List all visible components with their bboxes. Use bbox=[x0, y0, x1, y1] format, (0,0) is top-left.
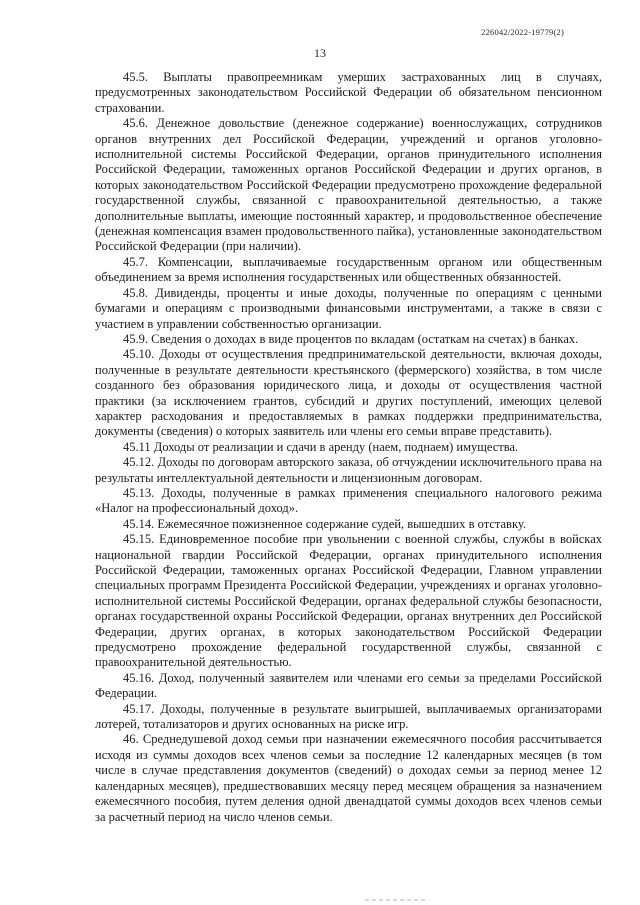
document-registration-number: 226042/2022-19779(2) bbox=[481, 27, 564, 37]
paragraph-45-16: 45.16. Доход, полученный заявителем или членами его семьи за пределами Российской Федерации. bbox=[95, 670, 602, 701]
paragraph-45-6: 45.6. Денежное довольствие (денежное содержание) военнослужащих, сотрудников органов внутренних дел Российской Федерации, учреждений и органов уголовно-исполнительной системы Российской Федерации, органов принудительного исполнения Российской Федерации, таможенных органов Российской Федерации и других органов, в которых законодательством Российской Федерации предусмотрено прохождение федеральной государственной службы, связанной с правоохранительной деятельностью, а также дополнительные выплаты, имеющие постоянный характер, и продовольственное обеспечение (денежная компенсация взамен продовольственного пайка), установленные законодательством Российской Федерации (при наличии). bbox=[95, 116, 602, 254]
paragraph-45-11: 45.11 Доходы от реализации и сдачи в аренду (наем, поднаем) имущества. bbox=[123, 439, 519, 454]
paragraph-45-5: 45.5. Выплаты правопреемникам умерших застрахованных лиц в случаях, предусмотренных законодательством Российской Федерации об обязательном пенсионном страховании. bbox=[95, 70, 602, 115]
paragraph-45-17: 45.17. Доходы, полученные в результате выигрышей, выплачиваемых организаторами лотерей, тотализаторов и других основанных на риске игр. bbox=[95, 701, 602, 732]
page-number: 13 bbox=[314, 46, 326, 60]
paragraph-46: 46. Среднедушевой доход семьи при назначении ежемесячного пособия рассчитывается исходя из суммы доходов всех членов семьи за последние 12 календарных месяцев (в том числе в случае представления документов (сведений) о доходах семьи за период менее 12 календарных месяцев), предшествовавших месяцу перед месяцем обращения за назначением ежемесячного пособия, путем деления одной двенадцатой суммы доходов всех членов семьи за расчетный период на число членов семьи. bbox=[95, 732, 602, 824]
document-body bbox=[95, 70, 602, 825]
paragraph-45-7: 45.7. Компенсации, выплачиваемые государственным органом или общественным объединением за время исполнения государственных или общественных обязанностей. bbox=[95, 254, 602, 285]
paragraph-45-13: 45.13. Доходы, полученные в рамках применения специального налогового режима «Налог на профессиональный доход». bbox=[95, 485, 602, 516]
paragraph-45-12: 45.12. Доходы по договорам авторского заказа, об отчуждении исключительного права на результаты интеллектуальной деятельности и лицензионным договорам. bbox=[95, 455, 602, 485]
paragraph-45-15: 45.15. Единовременное пособие при увольнении с военной службы, службы в войсках национальной гвардии Российской Федерации, органах принудительного исполнения Российской Федерации, таможенных органах Российской Федерации, Главном управлении специальных программ Президента Российской Федерации, учреждениях и органах уголовно-исполнительной системы Российской Федерации, органах федеральной службы безопасности, органах государственной охраны Российской Федерации, органах внутренних дел Российской Федерации, других органах, в которых законодательством Российской Федерации предусмотрено прохождение федеральной государственной службы, связанной с правоохранительной деятельностью. bbox=[95, 532, 602, 670]
paragraph-45-9: 45.9. Сведения о доходах в виде процентов по вкладам (остаткам на счетах) в банках. bbox=[123, 331, 579, 346]
paragraph-45-14: 45.14. Ежемесячное пожизненное содержание судей, вышедших в отставку. bbox=[123, 516, 526, 531]
paragraph-45-10: 45.10. Доходы от осуществления предпринимательской деятельности, включая доходы, полученные в результате деятельности крестьянского (фермерского) хозяйства, в том числе созданного без образования юридического лица, и доходы от осуществления частной практики (за исключением грантов, субсидий и других поступлений, имеющих целевой характер расходования и предоставляемых в рамках поддержки предпринимательства, документы (сведения) о которых заявитель или члены его семьи вправе представить). bbox=[95, 347, 602, 439]
paragraph-45-8: 45.8. Дивиденды, проценты и иные доходы, полученные по операциям с ценными бумагами и операциям с производными финансовыми инструментами, а также в связи с участием в управлении собственностью организации. bbox=[95, 285, 602, 331]
scan-footer-artifact bbox=[365, 899, 425, 901]
